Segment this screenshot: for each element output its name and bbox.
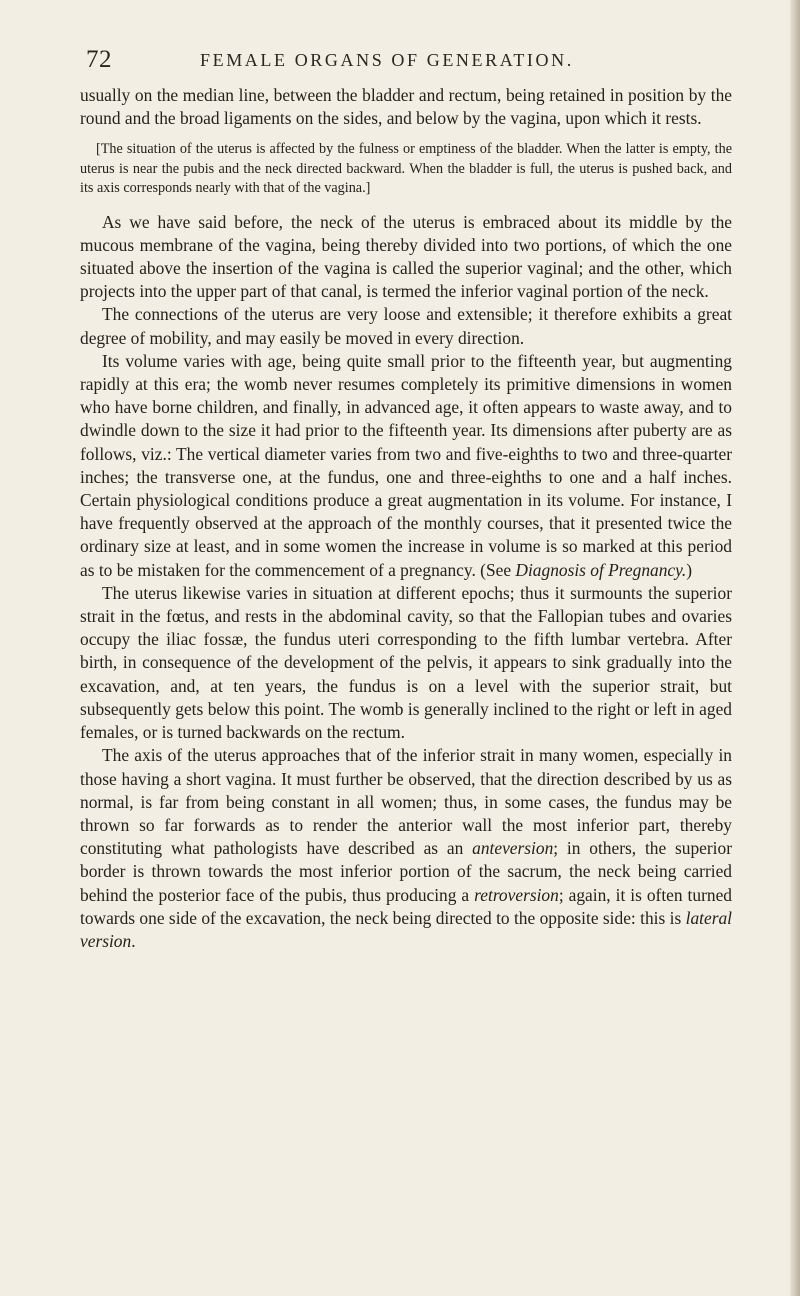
body-text <box>80 84 732 953</box>
binding-edge <box>790 0 800 1296</box>
axis-text-1: The axis of the uterus approaches that of the inferior strait in many women, especially in those having a short vagina. It must further be observed, that the direction described by us as normal, is far from being constant in all women; thus, in some cases, the fundus may be thrown so far forwards as to render the anterior wall the most inferior part, thereby constituting what pathologists have described as an <box>80 745 732 859</box>
running-head: FEMALE ORGANS OF GENERATION. <box>200 50 574 70</box>
axis-text-4: . <box>131 930 136 951</box>
paragraph-neck-portions: As we have said before, the neck of the uterus is embraced about its middle by the mucous membrane of the vagina, being thereby divided into two portions, of which the one situated above the insertion of the vagina is called the superior vaginal; and the other, which projects into the upper part of that canal, is termed the inferior vaginal portion of the neck. <box>80 211 732 302</box>
paragraph-axis <box>80 744 732 953</box>
axis-text-3: ; again, it is often turned towards one side of the excavation, the neck being directed to the opposite side: this is <box>80 884 732 928</box>
paragraph-connections: The connections of the uterus are very loose and extensible; it therefore exhibits a great degree of mobility, and may easily be moved in every direction. <box>80 304 732 348</box>
axis-text-2: ; in others, the superior border is thrown towards the most inferior portion of the sacrum, the neck being carried behind the posterior face of the pubis, thus producing a <box>80 838 732 905</box>
volume-text: Its volume varies with age, being quite small prior to the fifteenth year, but augmenting rapidly at this era; the womb never resumes completely its primitive dimensions in women who have borne children, and finally, in advanced age, it often appears to waste away, and to dwindle down to the size it had prior to the fifteenth year. Its dimensions after puberty are as follows, viz.: The vertical diameter varies from two and five-eighths to two and three-quarter inches; the transverse one, at the fundus, one and three-eighths to one and a half inches. Certain physiological conditions produce a great augmentation in its volume. For instance, I have frequently observed at the approach of the monthly courses, that it presented twice the ordinary size at least, and in some women the increase in volume is so marked at this period as to be mistaken for the commencement of a pregnancy. (See <box>80 350 732 580</box>
term-lateral-version: lateral version <box>80 907 732 951</box>
cross-reference-italic: Diagnosis of Pregnancy. <box>515 559 687 580</box>
paragraph-continued: usually on the median line, between the bladder and rectum, being retained in position by the round and the broad ligaments on the sides, and below by the vagina, upon which it rests. <box>80 85 732 129</box>
bracketed-note: [The situation of the uterus is affected by the fulness or emptiness of the bladder. When the latter is empty, the uterus is near the pubis and the neck directed backward. When the bladder is full, the uterus is pushed back, and its axis corresponds nearly with that of the vagina.] <box>80 141 732 197</box>
page-header <box>80 44 730 78</box>
page-number: 72 <box>86 46 112 73</box>
volume-text-end: ) <box>686 559 693 580</box>
term-retroversion: retroversion <box>474 884 559 905</box>
paragraph-volume <box>80 350 732 582</box>
term-anteversion: anteversion <box>472 838 554 859</box>
paragraph-situation: The uterus likewise varies in situation at different epochs; thus it surmounts the superior strait in the fœtus, and rests in the abdominal cavity, so that the Fallopian tubes and ovaries occupy the iliac fossæ, the fundus uteri corresponding to the fifth lumbar vertebra. After birth, in consequence of the development of the pelvis, it appears to sink gradually into the excavation, and, at ten years, the fundus is on a level with the superior strait, but subsequently gets below this point. The womb is generally inclined to the right or left in aged females, or is turned backwards on the rectum. <box>80 582 732 743</box>
